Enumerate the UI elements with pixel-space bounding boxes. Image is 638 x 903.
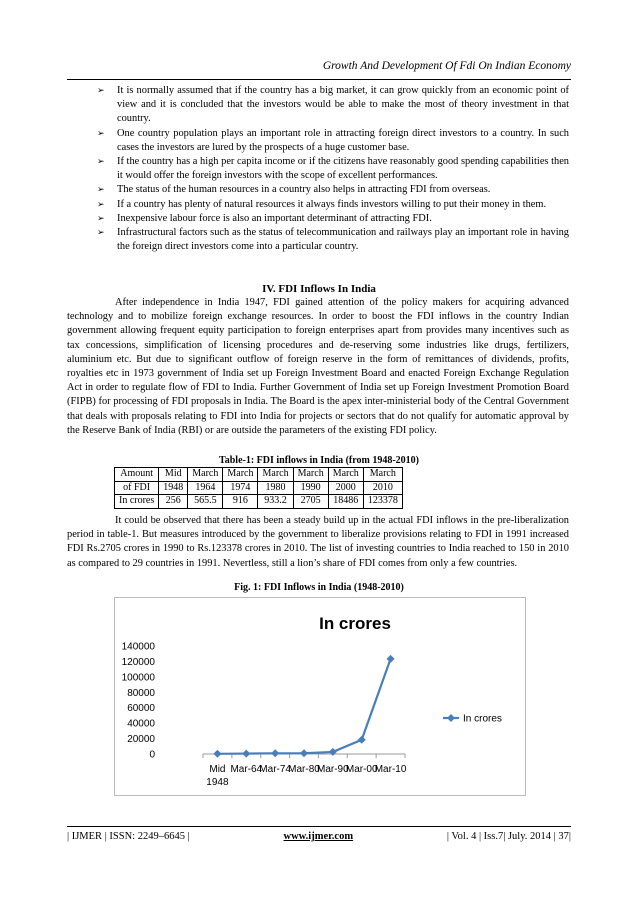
data-point (387, 655, 395, 663)
table-header-cell: 1964 (188, 481, 223, 495)
table-header-cell: of FDI (115, 481, 159, 495)
table-header-cell: Mid (159, 468, 188, 482)
footer-divider (67, 826, 571, 827)
arrow-bullet-icon: ➢ (97, 157, 105, 168)
table-header-cell: 2010 (363, 481, 402, 495)
legend-label: In crores (463, 713, 502, 725)
table-header-cell: March (363, 468, 402, 482)
footer-journal-info: | IJMER | ISSN: 2249–6645 | (67, 831, 190, 842)
table-cell: 916 (223, 495, 258, 509)
list-item: ➢ One country population plays an important role in attracting foreign direct investors to a country. In such cases the investors are lured by the prospects of a huge customer base. (97, 127, 569, 153)
table-cell: 123378 (363, 495, 402, 509)
table-header-row (115, 481, 403, 495)
x-tick-label: Mar-64 (230, 764, 263, 775)
paragraph-fdi-history: After independence in India 1947, FDI gained attention of the policy makers for acquiring advanced technology and to mobilize foreign exchange resources. In order to boost the FDI inflows in the country Indian government allowing frequent equity participation to foreign enterprises apart from provides many incentives such as tax concessions, simplification of licensing procedures and de-reserving some industries like drugs, fertilizers, aluminium etc. But due to significant outflow of foreign reserve in the form of remittances of dividends, profits, royalties etc in 1973 government of India set up Foreign Investment Board and enacted Foreign Exchange Regulation Act in order to regulate flow of FDI to India. Further Government of India set up Foreign Investment Promotion Board (FIPB) for processing of FDI proposals in India. The Board is the apex inter-ministerial body of the Central Government that deals with proposals relating to FDI into India for projects or sectors that do not qualify for automatic approval by the Reserve Bank of India (RBI) or are outside the parameters of the existing FDI policy. (67, 297, 569, 436)
table-header-cell: March (188, 468, 223, 482)
table-cell: 18486 (328, 495, 363, 509)
table-header-cell: 1948 (159, 481, 188, 495)
data-point (329, 748, 337, 756)
footer-volume-info: | Vol. 4 | Iss.7| July. 2014 | 37| (446, 831, 571, 842)
y-tick-label: 120000 (121, 656, 155, 668)
section-title: IV. FDI Inflows In India (262, 283, 376, 295)
table-header-cell: 1974 (223, 481, 258, 495)
table-header-cell: 1990 (293, 481, 328, 495)
list-item: ➢ The status of the human resources in a country also helps in attracting FDI from overseas. (67, 183, 569, 197)
table-cell: 933.2 (258, 495, 293, 509)
y-tick-label: 100000 (121, 672, 155, 684)
arrow-bullet-icon: ➢ (97, 213, 105, 224)
arrow-bullet-icon: ➢ (97, 86, 105, 96)
page-footer (67, 831, 571, 842)
x-tick-label: Mar-74 (259, 764, 291, 775)
x-tick-label: Mar-90 (317, 764, 349, 775)
y-tick-label: 20000 (127, 734, 155, 746)
chart-title: In crores (319, 614, 391, 633)
header-divider (67, 79, 571, 80)
paragraph-fdi-growth: It could be observed that there has been a steady build up in the actual FDI inflows in the pre-liberalization period in table-1. But measures introduced by the government to liberalize provisions relating to FDI in 1991 increased FDI Rs.2705 crores in 1990 to Rs.123378 crores in 2010. The list of investing countries to India reached to 150 in 2010 as compared to 29 countries in 1991. Nevertless, still a lion’s share of FDI comes from only a few countries. (67, 515, 569, 569)
y-tick-label: 40000 (127, 718, 155, 730)
y-tick-label: 60000 (127, 703, 155, 715)
list-item: ➢ If the country has a high per capita income or if the citizens have reasonably good spending capabilities then it would offer the foreign investors with the scope of excellent performances. (97, 156, 569, 182)
table-header-cell: 2000 (328, 481, 363, 495)
running-header: Growth And Development Of Fdi On Indian Economy (322, 60, 571, 72)
figure-caption: Fig. 1: FDI Inflows in India (1948-2010) (234, 582, 404, 593)
data-point (300, 749, 308, 757)
table-cell: 565.5 (188, 495, 223, 509)
y-tick-label: 140000 (121, 641, 155, 653)
list-item: ➢ Infrastructural factors such as the status of telecommunication and railways play an important role in having the foreign direct investors come into a particular country. (97, 227, 569, 253)
y-tick-label: 0 (149, 749, 155, 761)
table-row (115, 495, 403, 509)
table-header-cell: March (293, 468, 328, 482)
x-tick-label: Mar-00 (345, 764, 378, 775)
data-point (271, 749, 279, 757)
fdi-table (114, 467, 403, 509)
table-header-cell: 1980 (258, 481, 293, 495)
table-cell: 256 (159, 495, 188, 509)
list-item: ➢ If a country has plenty of natural resources it always finds investors willing to put their money in them. (67, 198, 569, 212)
data-point (358, 736, 366, 744)
table-header-cell: March (258, 468, 293, 482)
table-header-cell: March (223, 468, 258, 482)
y-tick-label: 80000 (127, 687, 155, 699)
arrow-bullet-icon: ➢ (97, 128, 105, 139)
chart-canvas (115, 598, 525, 795)
bullet-list (67, 84, 569, 254)
data-point (242, 750, 250, 758)
table-header-cell: Amount (115, 468, 159, 482)
list-item: ➢ Inexpensive labour force is also an important determinant of attracting FDI. (67, 212, 569, 226)
list-item: ➢ It is normally assumed that if the country has a big market, it can grow quickly from an economic point of view and it is concluded that the investors would be able to make the most of theory investment in that country. (97, 85, 569, 125)
x-tick-label: Mar-80 (288, 764, 320, 775)
data-point (213, 750, 221, 758)
table-caption: Table-1: FDI inflows in India (from 1948-2010) (218, 455, 419, 466)
x-tick-label: Mid 1948 (206, 764, 229, 788)
table-header-cell: March (328, 468, 363, 482)
table-header-row (115, 468, 403, 482)
table-cell: In crores (115, 495, 159, 509)
fdi-line-chart (114, 597, 526, 796)
arrow-bullet-icon: ➢ (97, 199, 105, 210)
table-cell: 2705 (293, 495, 328, 509)
journal-website-link[interactable]: www.ijmer.com (283, 831, 354, 842)
arrow-bullet-icon: ➢ (97, 185, 105, 196)
legend-marker (447, 714, 455, 722)
x-tick-label: Mar-10 (374, 764, 407, 775)
arrow-bullet-icon: ➢ (97, 228, 105, 239)
